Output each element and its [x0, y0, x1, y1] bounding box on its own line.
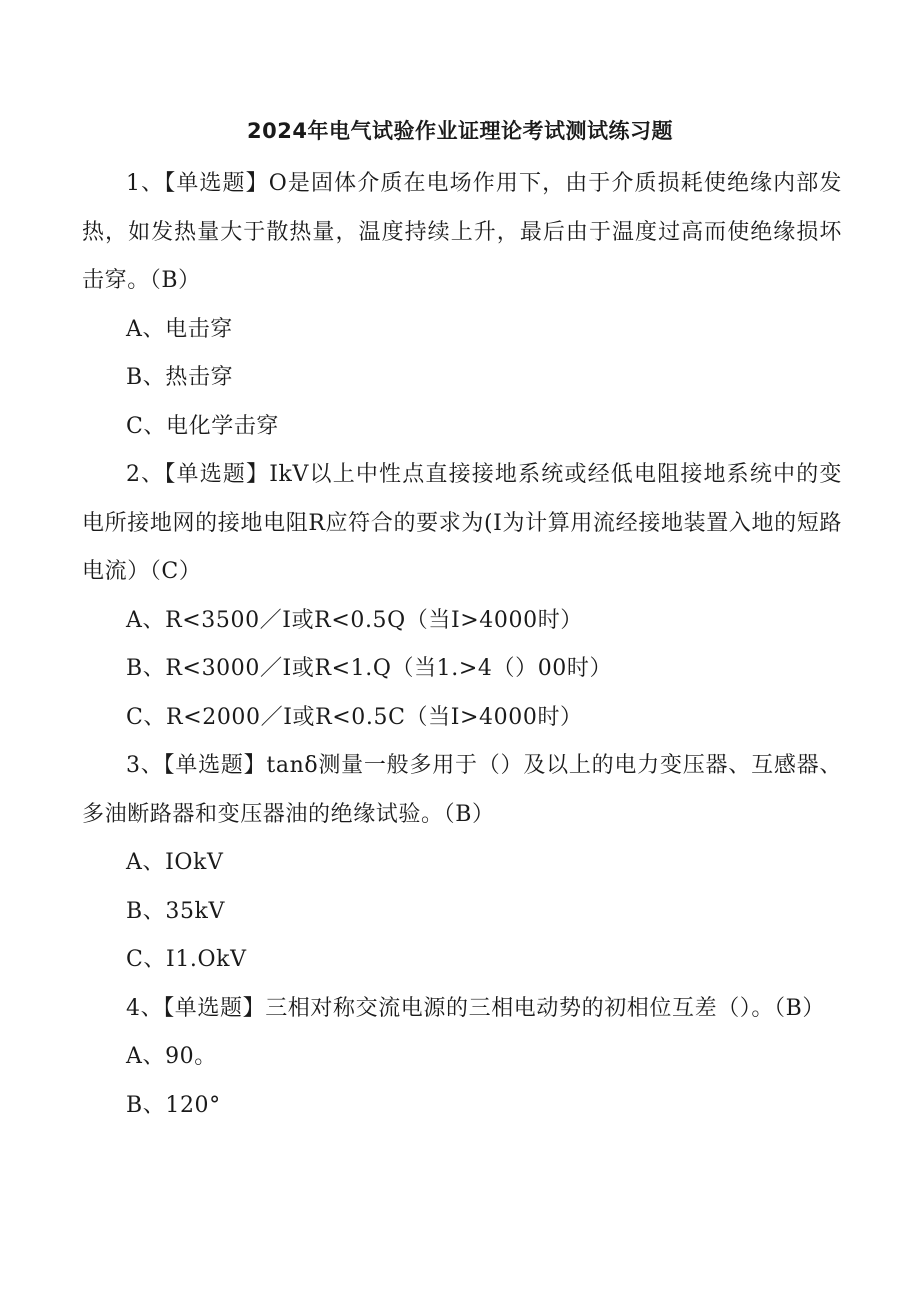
- question-text: 2、【单选题】IkV以上中性点直接接地系统或经低电阻接地系统中的变电所接地网的接地电阻R应符合的要求为(I为计算用流经接地装置入地的短路电流）（C）: [82, 462, 842, 584]
- option-a: A、R<3500／I或R<0.5Q（当I>4000时）: [126, 607, 583, 633]
- option-b: B、热击穿: [126, 365, 234, 390]
- option-b: B、35kV: [126, 898, 225, 924]
- option-a: A、IOkV: [126, 850, 224, 875]
- option-b: B、R<3000／I或R<1.Q（当1.>4（）00时）: [126, 656, 613, 681]
- option-a: A、电击穿: [126, 316, 233, 342]
- question-list: [82, 160, 842, 1130]
- option-c: C、R<2000／I或R<0.5C（当I>4000时）: [126, 704, 583, 730]
- question-block: [82, 451, 842, 742]
- question-block: [82, 742, 842, 985]
- question-text: 1、【单选题】O是固体介质在电场作用下，由于介质损耗使绝缘内部发热，如发热量大于散热量，温度持续上升，最后由于温度过高而使绝缘损坏击穿。（B）: [82, 171, 842, 293]
- question-text: 4、【单选题】三相对称交流电源的三相电动势的初相位互差（）。（B）: [126, 995, 825, 1021]
- option-c: C、电化学击穿: [126, 413, 280, 439]
- question-block: [82, 160, 842, 451]
- option-b: B、120°: [126, 1092, 221, 1118]
- document-title: 2024年电气试验作业证理论考试测试练习题: [247, 119, 673, 143]
- option-a: A、90。: [126, 1044, 217, 1069]
- question-text: 3、【单选题】tanδ测量一般多用于（）及以上的电力变压器、互感器、多油断路器和变压器油的绝缘试验。（B）: [82, 753, 842, 827]
- question-block: [82, 985, 842, 1131]
- option-c: C、I1.OkV: [126, 947, 247, 972]
